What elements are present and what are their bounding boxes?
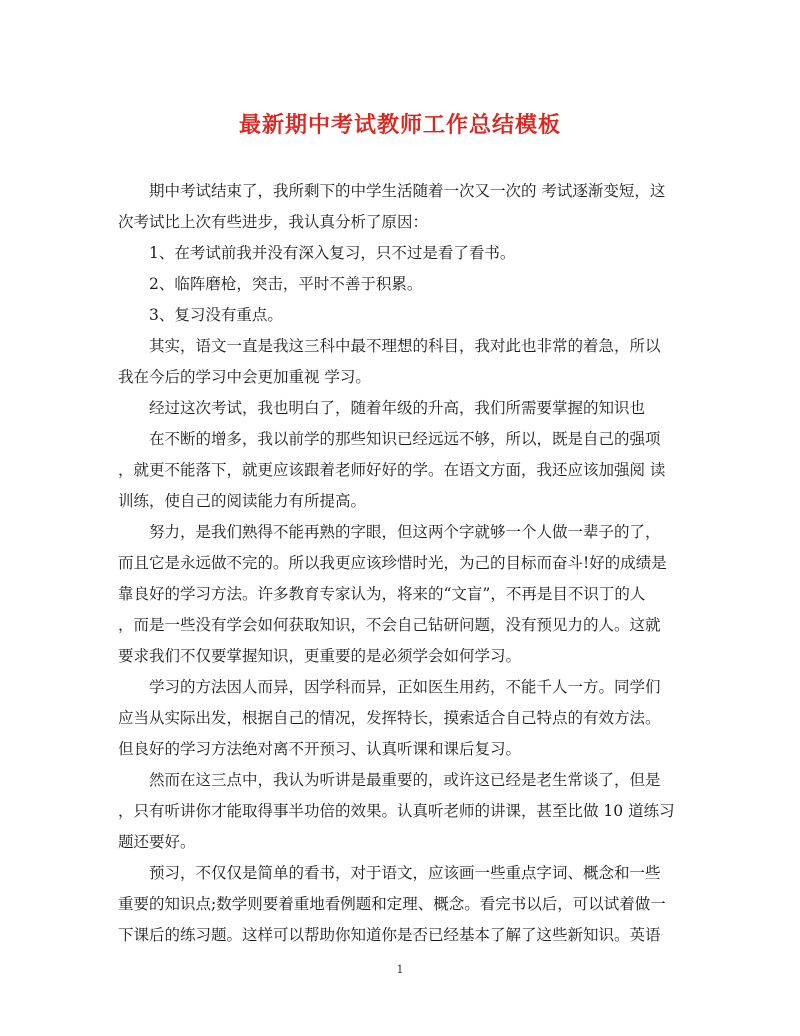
text-line: 次考试比上次有些进步，我认真分析了原因：: [118, 213, 429, 231]
text-line: 学习的方法因人而异，因学科而异，正如医生用药，不能千人一方。同学们: [149, 678, 661, 696]
text-line: 题还要好。: [118, 833, 196, 851]
page-number: 1: [396, 963, 404, 976]
text-line: ，就更不能落下，就更应该跟着老师好好的学。在语文方面，我还应该加强阅 读: [118, 461, 666, 479]
text-line: 下课后的练习题。这样可以帮助你知道你是否已经基本了解了这些新知识。英语: [118, 926, 661, 944]
text-line: 然而在这三点中，我认为听讲是最重要的，或许这已经是老生常谈了，但是: [149, 771, 661, 789]
text-line: 而且它是永远做不完的。所以我更应该珍惜时光，为己的目标而奋斗!好的成绩是: [118, 554, 667, 572]
text-line: 1、在考试前我并没有深入复习，只不过是看了看书。: [149, 244, 516, 262]
text-line: 经过这次考试，我也明白了，随着年级的升高，我们所需要掌握的知识也: [149, 399, 646, 417]
text-line: 靠良好的学习方法。许多教育专家认为，将来的“文盲”，不再是目不识丁的人: [118, 585, 646, 603]
text-line: 3、复习没有重点。: [149, 306, 283, 324]
text-line: 重要的知识点;数学则要着重地看例题和定理、概念。看完书以后，可以试着做一: [118, 895, 666, 913]
text-line: 其实，语文一直是我这三科中最不理想的科目，我对此也非常的着急，所以: [149, 337, 661, 355]
text-line: ，而是一些没有学会如何获取知识，不会自己钻研问题，没有预见力的人。这就: [118, 616, 661, 634]
text-line: 要求我们不仅要掌握知识，更重要的是必须学会如何学习。: [118, 647, 522, 665]
text-line: ，只有听讲你才能取得事半功倍的效果。认真听老师的讲课，甚至比做 10 道练习: [118, 802, 675, 820]
text-line: 在不断的增多，我以前学的那些知识已经远远不够，所以，既是自己的强项: [149, 430, 661, 448]
document-body: [118, 176, 680, 951]
text-line: 2、临阵磨枪，突击，平时不善于积累。: [149, 275, 423, 293]
text-line: 期中考试结束了，我所剩下的中学生活随着一次又一次的 考试逐渐变短，这: [149, 182, 666, 200]
text-line: 努力，是我们熟得不能再熟的字眼，但这两个字就够一个人做一辈子的了，: [149, 523, 661, 541]
text-line: 应当从实际出发，根据自己的情况，发挥特长，摸索适合自己特点的有效方法。: [118, 709, 661, 727]
text-line: 我在今后的学习中会更加重视 学习。: [118, 368, 371, 386]
text-line: 但良好的学习方法绝对离不开预习、认真听课和课后复习。: [118, 740, 522, 758]
text-line: 预习，不仅仅是简单的看书，对于语文，应该画一些重点字词、概念和一些: [149, 864, 661, 882]
page-title: 最新期中考试教师工作总结模板: [238, 112, 561, 138]
text-line: 训练，使自己的阅读能力有所提高。: [118, 492, 367, 510]
